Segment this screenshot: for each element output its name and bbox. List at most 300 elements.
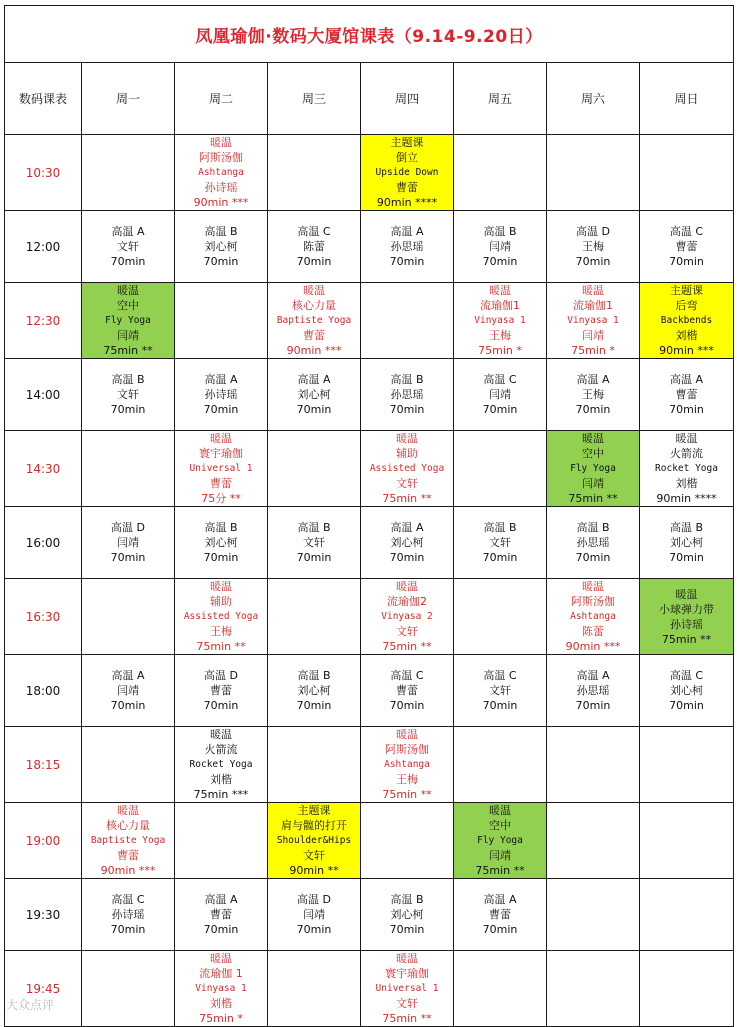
class-cell-mon: [82, 211, 175, 283]
class-line: Vinyasa 1: [474, 315, 526, 326]
class-line: 高温 B: [111, 373, 145, 386]
class-line: 90min ***: [100, 864, 156, 877]
schedule-title: 凤凰瑜伽·数码大厦馆课表（9.14-9.20日）: [5, 6, 734, 63]
watermark: 大众点评: [6, 998, 55, 1012]
class-line: 辅助: [210, 595, 232, 608]
class-line: 文轩: [303, 849, 325, 862]
class-line: 孙思瑶: [390, 240, 424, 253]
time-slot-label: 16:00: [5, 507, 82, 579]
class-cell-sun: [640, 283, 734, 359]
class-line: 暖温: [396, 952, 418, 965]
empty-cell: [175, 283, 268, 359]
class-cell-wed: [268, 211, 361, 283]
class-line: 90min ***: [193, 196, 249, 209]
class-line: 主题课: [297, 804, 331, 817]
class-line: 暖温: [210, 952, 232, 965]
class-cell-thu: [361, 655, 454, 727]
class-line: 暖温: [582, 432, 604, 445]
class-line: 孙思瑶: [390, 388, 424, 401]
class-line: 曹蕾: [210, 908, 232, 921]
class-line: 高温 B: [483, 225, 517, 238]
class-line: 70min: [669, 699, 704, 712]
schedule-row: [5, 879, 734, 951]
class-line: Ashtanga: [384, 759, 430, 770]
time-slot-label: 18:15: [5, 727, 82, 803]
class-cell-tue: [175, 655, 268, 727]
class-line: 高温 A: [111, 225, 145, 238]
class-line: 阿斯汤伽: [385, 743, 429, 756]
class-cell-sun: [640, 655, 734, 727]
class-line: 流瑜伽2: [387, 595, 427, 608]
class-line: 高温 C: [669, 669, 704, 682]
class-line: 高温 B: [576, 521, 610, 534]
class-line: 高温 A: [483, 893, 517, 906]
class-line: 火箭流: [670, 447, 704, 460]
class-line: 刘楷: [210, 773, 232, 786]
class-line: 75min **: [661, 632, 712, 646]
class-line: 空中: [117, 299, 139, 312]
class-cell-tue: [175, 431, 268, 507]
class-line: 闫靖: [117, 329, 139, 342]
class-line: 70min: [482, 923, 518, 936]
class-cell-tue: [175, 727, 268, 803]
class-line: 70min: [669, 551, 704, 564]
class-line: Assisted Yoga: [369, 463, 445, 474]
class-line: 刘心柯: [670, 684, 704, 697]
class-line: 90min ***: [565, 640, 621, 653]
class-line: 刘心柯: [670, 536, 704, 549]
class-line: 陈蕾: [582, 625, 604, 638]
class-line: 闫靖: [489, 240, 511, 253]
class-line: 孙思瑶: [576, 536, 610, 549]
day-header-sat: 周六: [547, 63, 640, 135]
header-row: [5, 63, 734, 135]
title-row: [5, 6, 734, 63]
class-cell-wed: [268, 803, 361, 879]
schedule-row: [5, 431, 734, 507]
empty-cell: [640, 951, 734, 1027]
class-line: 孙诗瑶: [670, 617, 704, 631]
class-line: 70min: [575, 403, 611, 416]
class-line: 暖温: [396, 580, 418, 593]
day-header-tue: 周二: [175, 63, 268, 135]
class-line: 高温 B: [390, 373, 424, 386]
class-cell-tue: [175, 507, 268, 579]
schedule-row: [5, 359, 734, 431]
schedule-row: [5, 951, 734, 1027]
class-line: Vinyasa 1: [195, 983, 247, 994]
class-line: 高温 A: [111, 669, 145, 682]
class-line: 70min: [110, 699, 146, 712]
time-slot-label: 19:00: [5, 803, 82, 879]
class-cell-thu: [361, 359, 454, 431]
class-line: 王梅: [396, 773, 418, 786]
class-line: 暖温: [117, 804, 139, 817]
class-line: 孙诗瑶: [204, 388, 238, 401]
class-cell-sat: [547, 507, 640, 579]
class-line: Fly Yoga: [105, 315, 151, 326]
empty-cell: [454, 727, 547, 803]
class-line: 文轩: [117, 240, 139, 253]
empty-cell: [547, 879, 640, 951]
class-line: 文轩: [489, 684, 511, 697]
class-cell-wed: [268, 283, 361, 359]
class-line: 曹蕾: [489, 908, 511, 921]
class-line: 暖温: [396, 432, 418, 445]
class-line: 70min: [669, 403, 704, 416]
class-line: 曹蕾: [396, 181, 418, 194]
schedule-row: [5, 655, 734, 727]
day-header-fri: 周五: [454, 63, 547, 135]
class-line: 暖温: [303, 284, 325, 297]
class-line: 刘楷: [675, 329, 698, 342]
class-line: 暖温: [582, 284, 604, 297]
class-line: 闫靖: [582, 477, 604, 490]
class-line: 闫靖: [117, 684, 139, 697]
class-line: Rocket Yoga: [655, 463, 718, 474]
class-line: 暖温: [489, 284, 511, 297]
class-line: 王梅: [582, 240, 604, 253]
class-cell-mon: [82, 655, 175, 727]
class-cell-thu: [361, 579, 454, 655]
class-line: 暖温: [675, 587, 698, 601]
class-cell-tue: [175, 951, 268, 1027]
class-line: 刘心柯: [297, 388, 331, 401]
class-line: 75min **: [382, 1012, 432, 1025]
class-cell-sun: [640, 359, 734, 431]
class-line: 刘心柯: [297, 684, 331, 697]
class-line: 暖温: [210, 728, 232, 741]
time-slot-label: 14:00: [5, 359, 82, 431]
class-line: 阿斯汤伽: [199, 151, 243, 164]
class-cell-thu: [361, 135, 454, 211]
class-cell-tue: [175, 879, 268, 951]
class-line: 文轩: [396, 625, 418, 638]
schedule-row: [5, 283, 734, 359]
class-line: 空中: [489, 819, 511, 832]
class-line: 高温 B: [390, 893, 424, 906]
class-line: 寰宇瑜伽: [385, 967, 429, 980]
class-cell-thu: [361, 879, 454, 951]
class-line: 刘心柯: [204, 536, 238, 549]
class-line: 70min: [296, 551, 332, 564]
empty-cell: [454, 579, 547, 655]
class-line: Vinyasa 1: [567, 315, 619, 326]
class-line: 75min *: [478, 344, 522, 357]
class-line: 70min: [296, 255, 332, 268]
empty-cell: [454, 951, 547, 1027]
class-cell-thu: [361, 431, 454, 507]
class-line: 王梅: [210, 625, 232, 638]
class-line: 90min ***: [659, 344, 714, 357]
class-line: 阿斯汤伽: [571, 595, 615, 608]
class-line: 高温 C: [483, 669, 517, 682]
class-line: 核心力量: [106, 819, 150, 832]
class-line: 孙诗瑶: [111, 908, 145, 921]
empty-cell: [640, 803, 734, 879]
class-cell-wed: [268, 879, 361, 951]
class-line: 火箭流: [204, 743, 238, 756]
class-line: 高温 A: [390, 521, 424, 534]
empty-cell: [361, 803, 454, 879]
empty-cell: [268, 135, 361, 211]
class-line: 刘楷: [210, 997, 232, 1010]
class-cell-thu: [361, 507, 454, 579]
class-cell-fri: [454, 211, 547, 283]
class-line: 70min: [482, 255, 518, 268]
class-line: 孙诗瑶: [204, 181, 238, 194]
class-line: 70min: [389, 255, 425, 268]
class-cell-tue: [175, 359, 268, 431]
class-cell-fri: [454, 879, 547, 951]
class-cell-sat: [547, 283, 640, 359]
class-line: 90min **: [289, 864, 339, 877]
class-line: Ashtanga: [198, 167, 244, 178]
class-cell-sat: [547, 655, 640, 727]
class-cell-sat: [547, 211, 640, 283]
class-line: 暖温: [210, 136, 232, 149]
schedule-table: [4, 5, 734, 1027]
class-line: 70min: [110, 551, 146, 564]
time-slot-label: 14:30: [5, 431, 82, 507]
class-line: 刘楷: [675, 477, 698, 490]
class-line: 主题课: [390, 136, 424, 149]
class-line: 70min: [203, 403, 239, 416]
class-line: 曹蕾: [210, 684, 232, 697]
class-line: 75min *: [571, 344, 615, 357]
class-line: 70min: [389, 403, 425, 416]
class-line: 曹蕾: [303, 329, 325, 342]
class-line: 曹蕾: [396, 684, 418, 697]
class-line: 闫靖: [582, 329, 604, 342]
class-line: 高温 A: [576, 669, 610, 682]
class-line: 70min: [296, 923, 332, 936]
class-cell-wed: [268, 359, 361, 431]
class-cell-mon: [82, 803, 175, 879]
empty-cell: [268, 951, 361, 1027]
class-line: 闫靖: [489, 388, 511, 401]
empty-cell: [454, 135, 547, 211]
class-line: 刘心柯: [390, 536, 424, 549]
class-line: 70min: [389, 923, 425, 936]
time-slot-label: 18:00: [5, 655, 82, 727]
class-cell-tue: [175, 135, 268, 211]
empty-cell: [454, 431, 547, 507]
class-line: 后弯: [675, 299, 698, 312]
class-line: Ashtanga: [570, 611, 616, 622]
empty-cell: [82, 579, 175, 655]
class-line: 70min: [389, 551, 425, 564]
class-line: 高温 C: [483, 373, 517, 386]
class-line: 高温 B: [204, 521, 238, 534]
empty-cell: [640, 135, 734, 211]
class-line: 闫靖: [117, 536, 139, 549]
class-line: 流瑜伽1: [573, 299, 613, 312]
class-line: 75分 **: [201, 492, 241, 505]
class-line: 75min ***: [193, 788, 249, 801]
class-line: 主题课: [670, 284, 704, 297]
class-line: 暖温: [117, 284, 139, 297]
class-line: 高温 C: [669, 225, 704, 238]
class-line: 王梅: [489, 329, 511, 342]
class-line: 高温 A: [670, 373, 704, 386]
class-cell-wed: [268, 507, 361, 579]
class-line: 75min **: [568, 492, 618, 505]
class-line: 高温 D: [111, 521, 145, 534]
class-line: 75min **: [382, 788, 432, 801]
class-line: 90min ****: [376, 196, 438, 209]
empty-cell: [268, 431, 361, 507]
class-line: 70min: [110, 255, 146, 268]
class-line: 75min *: [199, 1012, 243, 1025]
class-cell-fri: [454, 803, 547, 879]
class-line: 文轩: [396, 997, 418, 1010]
class-line: 高温 A: [204, 373, 238, 386]
class-line: 王梅: [582, 388, 604, 401]
class-line: 寰宇瑜伽: [199, 447, 243, 460]
class-line: Upside Down: [375, 167, 439, 178]
time-slot-label: 10:30: [5, 135, 82, 211]
class-line: 70min: [110, 923, 146, 936]
empty-cell: [547, 727, 640, 803]
class-line: 75min **: [103, 344, 153, 357]
class-cell-fri: [454, 655, 547, 727]
class-line: Backbends: [660, 315, 713, 326]
class-line: 肩与髋的打开: [281, 819, 347, 832]
class-line: 暖温: [396, 728, 418, 741]
day-header-sun: 周日: [640, 63, 734, 135]
corner-header: 数码课表: [5, 63, 82, 135]
class-line: 70min: [110, 403, 146, 416]
class-line: Shoulder&Hips: [276, 835, 352, 846]
class-line: 刘心柯: [390, 908, 424, 921]
class-line: Fly Yoga: [570, 463, 616, 474]
class-line: 高温 A: [297, 373, 331, 386]
class-cell-tue: [175, 211, 268, 283]
day-header-thu: 周四: [361, 63, 454, 135]
class-line: 闫靖: [489, 849, 511, 862]
class-line: 小球弹力带: [659, 602, 715, 616]
time-slot-label: 12:30: [5, 283, 82, 359]
empty-cell: [82, 431, 175, 507]
class-cell-fri: [454, 507, 547, 579]
class-line: Baptiste Yoga: [90, 835, 166, 846]
class-line: 70min: [203, 923, 239, 936]
class-line: 70min: [482, 699, 518, 712]
class-line: 90min ***: [286, 344, 342, 357]
class-line: 高温 D: [297, 893, 331, 906]
class-line: 高温 D: [204, 669, 238, 682]
empty-cell: [547, 803, 640, 879]
schedule-row: [5, 507, 734, 579]
class-cell-sat: [547, 359, 640, 431]
class-line: 90min ****: [656, 492, 717, 505]
class-line: 文轩: [117, 388, 139, 401]
schedule-row: [5, 803, 734, 879]
class-line: 高温 D: [576, 225, 610, 238]
class-line: 高温 B: [669, 521, 704, 534]
class-line: 高温 B: [204, 225, 238, 238]
class-line: 高温 A: [204, 893, 238, 906]
class-line: 70min: [203, 551, 239, 564]
class-line: Vinyasa 2: [381, 611, 433, 622]
empty-cell: [82, 727, 175, 803]
schedule-row: [5, 211, 734, 283]
time-slot-label: 16:30: [5, 579, 82, 655]
class-line: 高温 B: [483, 521, 517, 534]
class-line: 核心力量: [292, 299, 336, 312]
class-line: 75min **: [382, 492, 432, 505]
empty-cell: [268, 727, 361, 803]
class-line: 70min: [482, 551, 518, 564]
class-cell-thu: [361, 211, 454, 283]
empty-cell: [361, 283, 454, 359]
class-line: 70min: [482, 403, 518, 416]
class-cell-mon: [82, 879, 175, 951]
day-header-mon: 周一: [82, 63, 175, 135]
class-cell-sun: [640, 507, 734, 579]
class-line: 高温 A: [390, 225, 424, 238]
class-line: 闫靖: [303, 908, 325, 921]
class-line: 流瑜伽 1: [199, 967, 243, 980]
class-line: 空中: [582, 447, 604, 460]
class-line: 陈蕾: [303, 240, 325, 253]
class-cell-mon: [82, 507, 175, 579]
class-line: 暖温: [489, 804, 511, 817]
class-line: 流瑜伽1: [480, 299, 520, 312]
time-slot-label: 19:30: [5, 879, 82, 951]
class-line: 曹蕾: [117, 849, 139, 862]
class-line: Universal 1: [189, 463, 253, 474]
class-cell-thu: [361, 727, 454, 803]
class-cell-fri: [454, 283, 547, 359]
class-line: 刘心柯: [204, 240, 238, 253]
empty-cell: [640, 727, 734, 803]
class-cell-sun: [640, 579, 734, 655]
class-cell-sun: [640, 211, 734, 283]
class-line: 70min: [389, 699, 425, 712]
class-line: 曹蕾: [675, 388, 698, 401]
class-line: 70min: [203, 699, 239, 712]
class-line: 文轩: [396, 477, 418, 490]
class-cell-wed: [268, 655, 361, 727]
class-line: 孙思瑶: [576, 684, 610, 697]
class-line: 曹蕾: [675, 240, 698, 253]
class-cell-sat: [547, 431, 640, 507]
schedule-row: [5, 135, 734, 211]
class-line: 倒立: [396, 151, 418, 164]
class-line: 70min: [296, 699, 332, 712]
schedule-row: [5, 727, 734, 803]
class-cell-thu: [361, 951, 454, 1027]
class-line: 暖温: [582, 580, 604, 593]
time-slot-label: 19:45: [5, 951, 82, 1027]
class-cell-fri: [454, 359, 547, 431]
empty-cell: [268, 579, 361, 655]
class-line: 75min **: [475, 864, 525, 877]
class-cell-sun: [640, 431, 734, 507]
class-line: 70min: [669, 255, 704, 268]
class-line: 70min: [296, 403, 332, 416]
class-line: 75min **: [382, 640, 432, 653]
empty-cell: [175, 803, 268, 879]
class-line: 高温 C: [297, 225, 331, 238]
class-line: 高温 C: [111, 893, 145, 906]
empty-cell: [82, 951, 175, 1027]
time-slot-label: 12:00: [5, 211, 82, 283]
class-line: 曹蕾: [210, 477, 232, 490]
class-cell-mon: [82, 359, 175, 431]
